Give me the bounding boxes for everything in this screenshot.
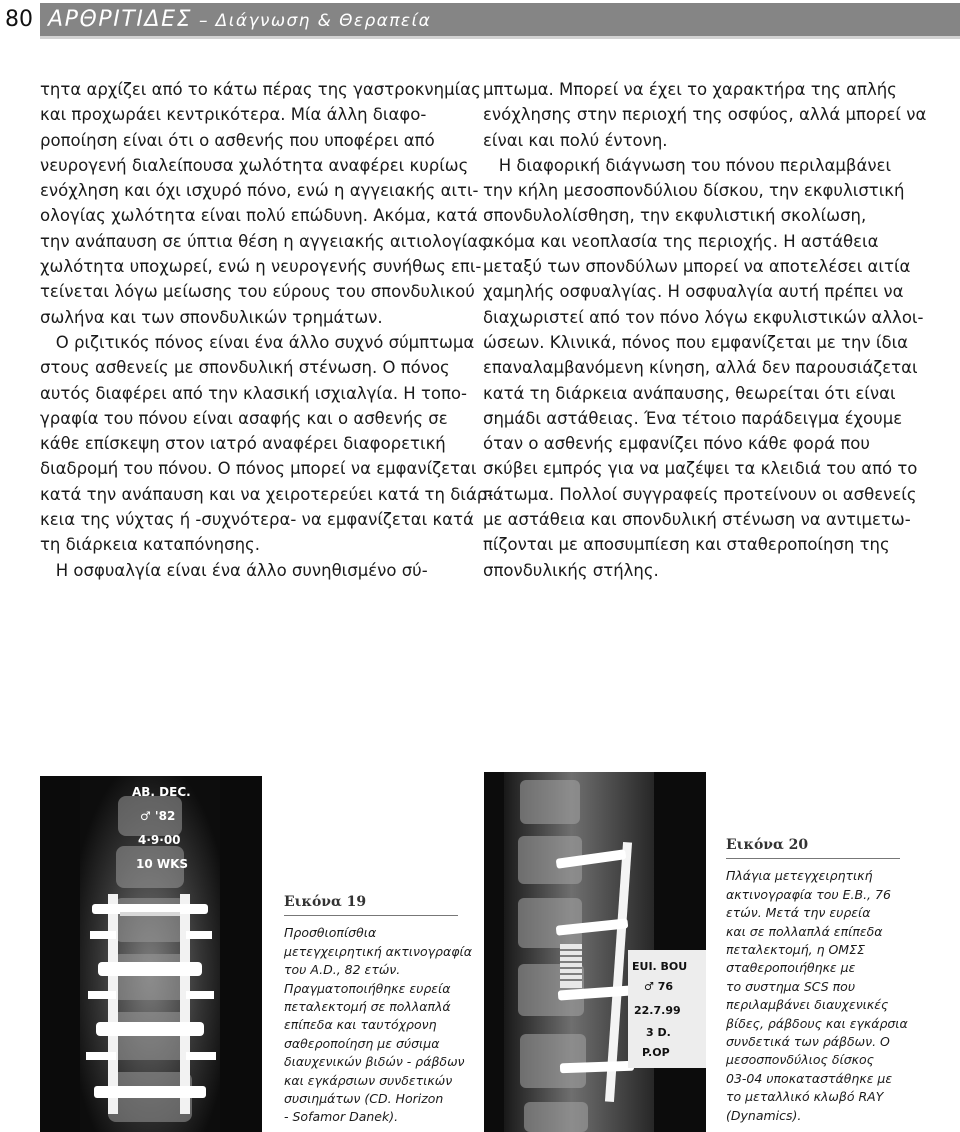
text-line: τητα αρχίζει από το κάτω πέρας της γαστροκνημίας <box>40 80 481 99</box>
figure-19-xray-image <box>40 776 262 1132</box>
caption-line: Πλάγια μετεγχειρητική <box>726 868 873 884</box>
caption-line: πεταλεκτομή, η ΟΜΣΣ <box>726 942 865 958</box>
running-header-title <box>48 3 431 38</box>
figure-20-image-label: EUI. BOU <box>632 960 688 973</box>
text-line: σπονδυλικής στήλης. <box>483 560 659 580</box>
text-line: σπονδυλολίσθηση, την εκφυλιστική σκολίωση, <box>483 206 867 226</box>
text-line: σωλήνα και των σπονδυλικών τρημάτων. <box>40 307 383 327</box>
text-line: όταν ο ασθενής εμφανίζει πόνο κάθε φορά που <box>483 434 870 454</box>
text-line: την ανάπαυση σε ύπτια θέση η αγγειακής αιτιολογίας <box>40 231 488 251</box>
text-line: αυτός διαφέρει από την κλασική ισχιαλγία. Η τοπο- <box>40 383 467 403</box>
text-line: χαμηλής οσφυαλγίας. Η οσφυαλγία αυτή πρέπει να <box>483 282 904 302</box>
caption-line: του A.D., 82 ετών. <box>284 962 401 978</box>
text-line: τη διάρκεια καταπόνησης. <box>40 535 260 555</box>
text-line: ακόμα και νεοπλασία της περιοχής. Η αστάθεια <box>483 231 879 251</box>
figure-19-title: Εικόνα 19 <box>284 893 458 916</box>
caption-line: Πραγματοποιήθηκε ευρεία <box>284 980 451 996</box>
caption-line: (Dynamics). <box>726 1107 802 1123</box>
text-line: κατά την ανάπαυση και να χειροτερεύει κατά τη διάρ- <box>40 484 494 504</box>
figure-19-image-label: 10 WKS <box>136 857 189 871</box>
text-line: κεια της νύχτας ή -συχνότερα- να εμφανίζεται κατά <box>40 510 474 530</box>
caption-line: διαυχενικών βιδών - ράβδων <box>284 1054 465 1070</box>
text-line: επαναλαμβανόμενη κίνηση, αλλά δεν παρουσιάζεται <box>483 358 918 378</box>
figure-19-caption <box>284 893 472 1127</box>
caption-line: μετεγχειρητική ακτινογραφία <box>284 943 472 959</box>
left-text-column <box>40 77 494 583</box>
figure-20-image-label: P.OP <box>642 1046 670 1059</box>
caption-line: ακτινογραφία του E.B., 76 <box>726 886 891 902</box>
caption-line: βίδες, ράβδους και εγκάρσια <box>726 1015 908 1031</box>
text-line: Η διαφορική διάγνωση του πόνου περιλαμβάνει <box>483 155 892 175</box>
caption-line: και εγκάρσιων συνδετικών <box>284 1072 453 1088</box>
header-title-main: ΑΡΘΡΙΤΙΔΕΣ <box>48 7 193 32</box>
right-text-column <box>483 77 927 583</box>
page-number: 80 <box>5 7 33 32</box>
text-line: γραφία του πόνου είναι ασαφής και ο ασθενής σε <box>40 408 448 428</box>
text-line: μπτωμα. Μπορεί να έχει το χαρακτήρα της απλής <box>483 80 897 99</box>
caption-line: και σε πολλαπλά επίπεδα <box>726 923 883 939</box>
text-line: νευρογενή διαλείπουσα χωλότητα αναφέρει κυρίως <box>40 155 469 175</box>
text-line: ενόχληση και όχι ισχυρό πόνο, ενώ η αγγειακής αιτι- <box>40 181 479 201</box>
caption-line: περιλαμβάνει διαυχενικές <box>726 997 889 1013</box>
text-line: Η οσφυαλγία είναι ένα άλλο συνηθισμένο σύ- <box>40 560 428 580</box>
figure-19-image-label: AB. DEC. <box>132 785 191 799</box>
text-line: την κήλη μεσοσπονδύλιου δίσκου, την εκφυλιστική <box>483 181 905 201</box>
text-line: ολογίας χωλότητα είναι πολύ επώδυνη. Ακόμα, κατά <box>40 206 478 226</box>
caption-line: επίπεδα και ταυτόχρονη <box>284 1017 437 1033</box>
caption-line: το μεταλλικό κλωβό RAY <box>726 1089 884 1105</box>
caption-line: μεσοσπονδύλιος δίσκος <box>726 1052 874 1068</box>
caption-line: το συστημα SCS που <box>726 978 856 994</box>
text-line: στους ασθενείς με σπονδυλική στένωση. Ο πόνος <box>40 358 450 378</box>
figure-20-image-label: 22.7.99 <box>634 1004 681 1017</box>
caption-line: συνδετικά των ράβδων. Ο <box>726 1034 890 1050</box>
figure-20-image-label: ♂ 76 <box>644 980 673 993</box>
running-header <box>40 3 960 39</box>
figure-20-caption <box>726 836 908 1125</box>
caption-line: συσιημάτων (CD. Horizon <box>284 1091 444 1107</box>
text-line: και προχωράει κεντρικότερα. Μία άλλη διαφο- <box>40 105 427 125</box>
text-line: χωλότητα υποχωρεί, ενώ η νευρογενής συνήθως επι- <box>40 257 482 277</box>
text-line: διαδρομή του πόνου. Ο πόνος μπορεί να εμφανίζεται <box>40 459 477 479</box>
figure-20-title: Εικόνα 20 <box>726 836 900 859</box>
text-line: σκύβει εμπρός για να μαζέψει τα κλειδιά του από το <box>483 459 918 479</box>
text-line: με αστάθεια και σπονδυλική στένωση να αντιμετω- <box>483 510 911 530</box>
figure-19-image-label: ♂ '82 <box>140 809 176 823</box>
caption-line: ετών. Μετά την ευρεία <box>726 905 871 921</box>
text-line: διαχωριστεί από τον πόνο λόγω εκφυλιστικών αλλοι- <box>483 307 924 327</box>
caption-line: σταθεροποιήθηκε με <box>726 960 856 976</box>
text-line: κάθε επίσκεψη στον ιατρό αναφέρει διαφορετική <box>40 434 446 454</box>
text-line: ώσεων. Κλινικά, πόνος που εμφανίζεται με την ίδια <box>483 332 909 352</box>
text-line: ροποίηση είναι ότι ο ασθενής που υποφέρει από <box>40 130 435 150</box>
caption-line: σαθεροποίηση με σύσιμα <box>284 1035 440 1051</box>
text-line: πίζονται με αποσυμπίεση και σταθεροποίηση της <box>483 535 890 555</box>
caption-line: πεταλεκτομή σε πολλαπλά <box>284 999 451 1015</box>
header-subtitle: – Διάγνωση & Θεραπεία <box>192 11 432 31</box>
text-line: τείνεται λόγω μείωσης του εύρους του σπονδυλικού <box>40 282 475 302</box>
text-line: κατά τη διάρκεια ανάπαυσης, θεωρείται ότι είναι <box>483 383 896 403</box>
text-line: μεταξύ των σπονδύλων μπορεί να αποτελέσει αιτία <box>483 257 911 277</box>
text-line: πάτωμα. Πολλοί συγγραφείς προτείνουν οι ασθενείς <box>483 484 917 504</box>
figure-20-xray-image <box>484 772 706 1132</box>
figure-19-image-label: 4·9·00 <box>138 833 181 847</box>
text-line: ενόχλησης στην περιοχή της οσφύος, αλλά μπορεί να <box>483 105 927 125</box>
caption-line: 03-04 υποκαταστάθηκε με <box>726 1070 893 1086</box>
text-line: σημάδι αστάθειας. Ένα τέτοιο παράδειγμα έχουμε <box>483 408 903 428</box>
figure-20-image-label: 3 D. <box>646 1026 671 1039</box>
caption-line: Προσθιοπίσθια <box>284 925 377 941</box>
text-line: είναι και πολύ έντονη. <box>483 130 668 150</box>
text-line: Ο ριζιτικός πόνος είναι ένα άλλο συχνό σύμπτωμα <box>40 332 475 352</box>
caption-line: - Sofamor Danek). <box>284 1109 399 1125</box>
